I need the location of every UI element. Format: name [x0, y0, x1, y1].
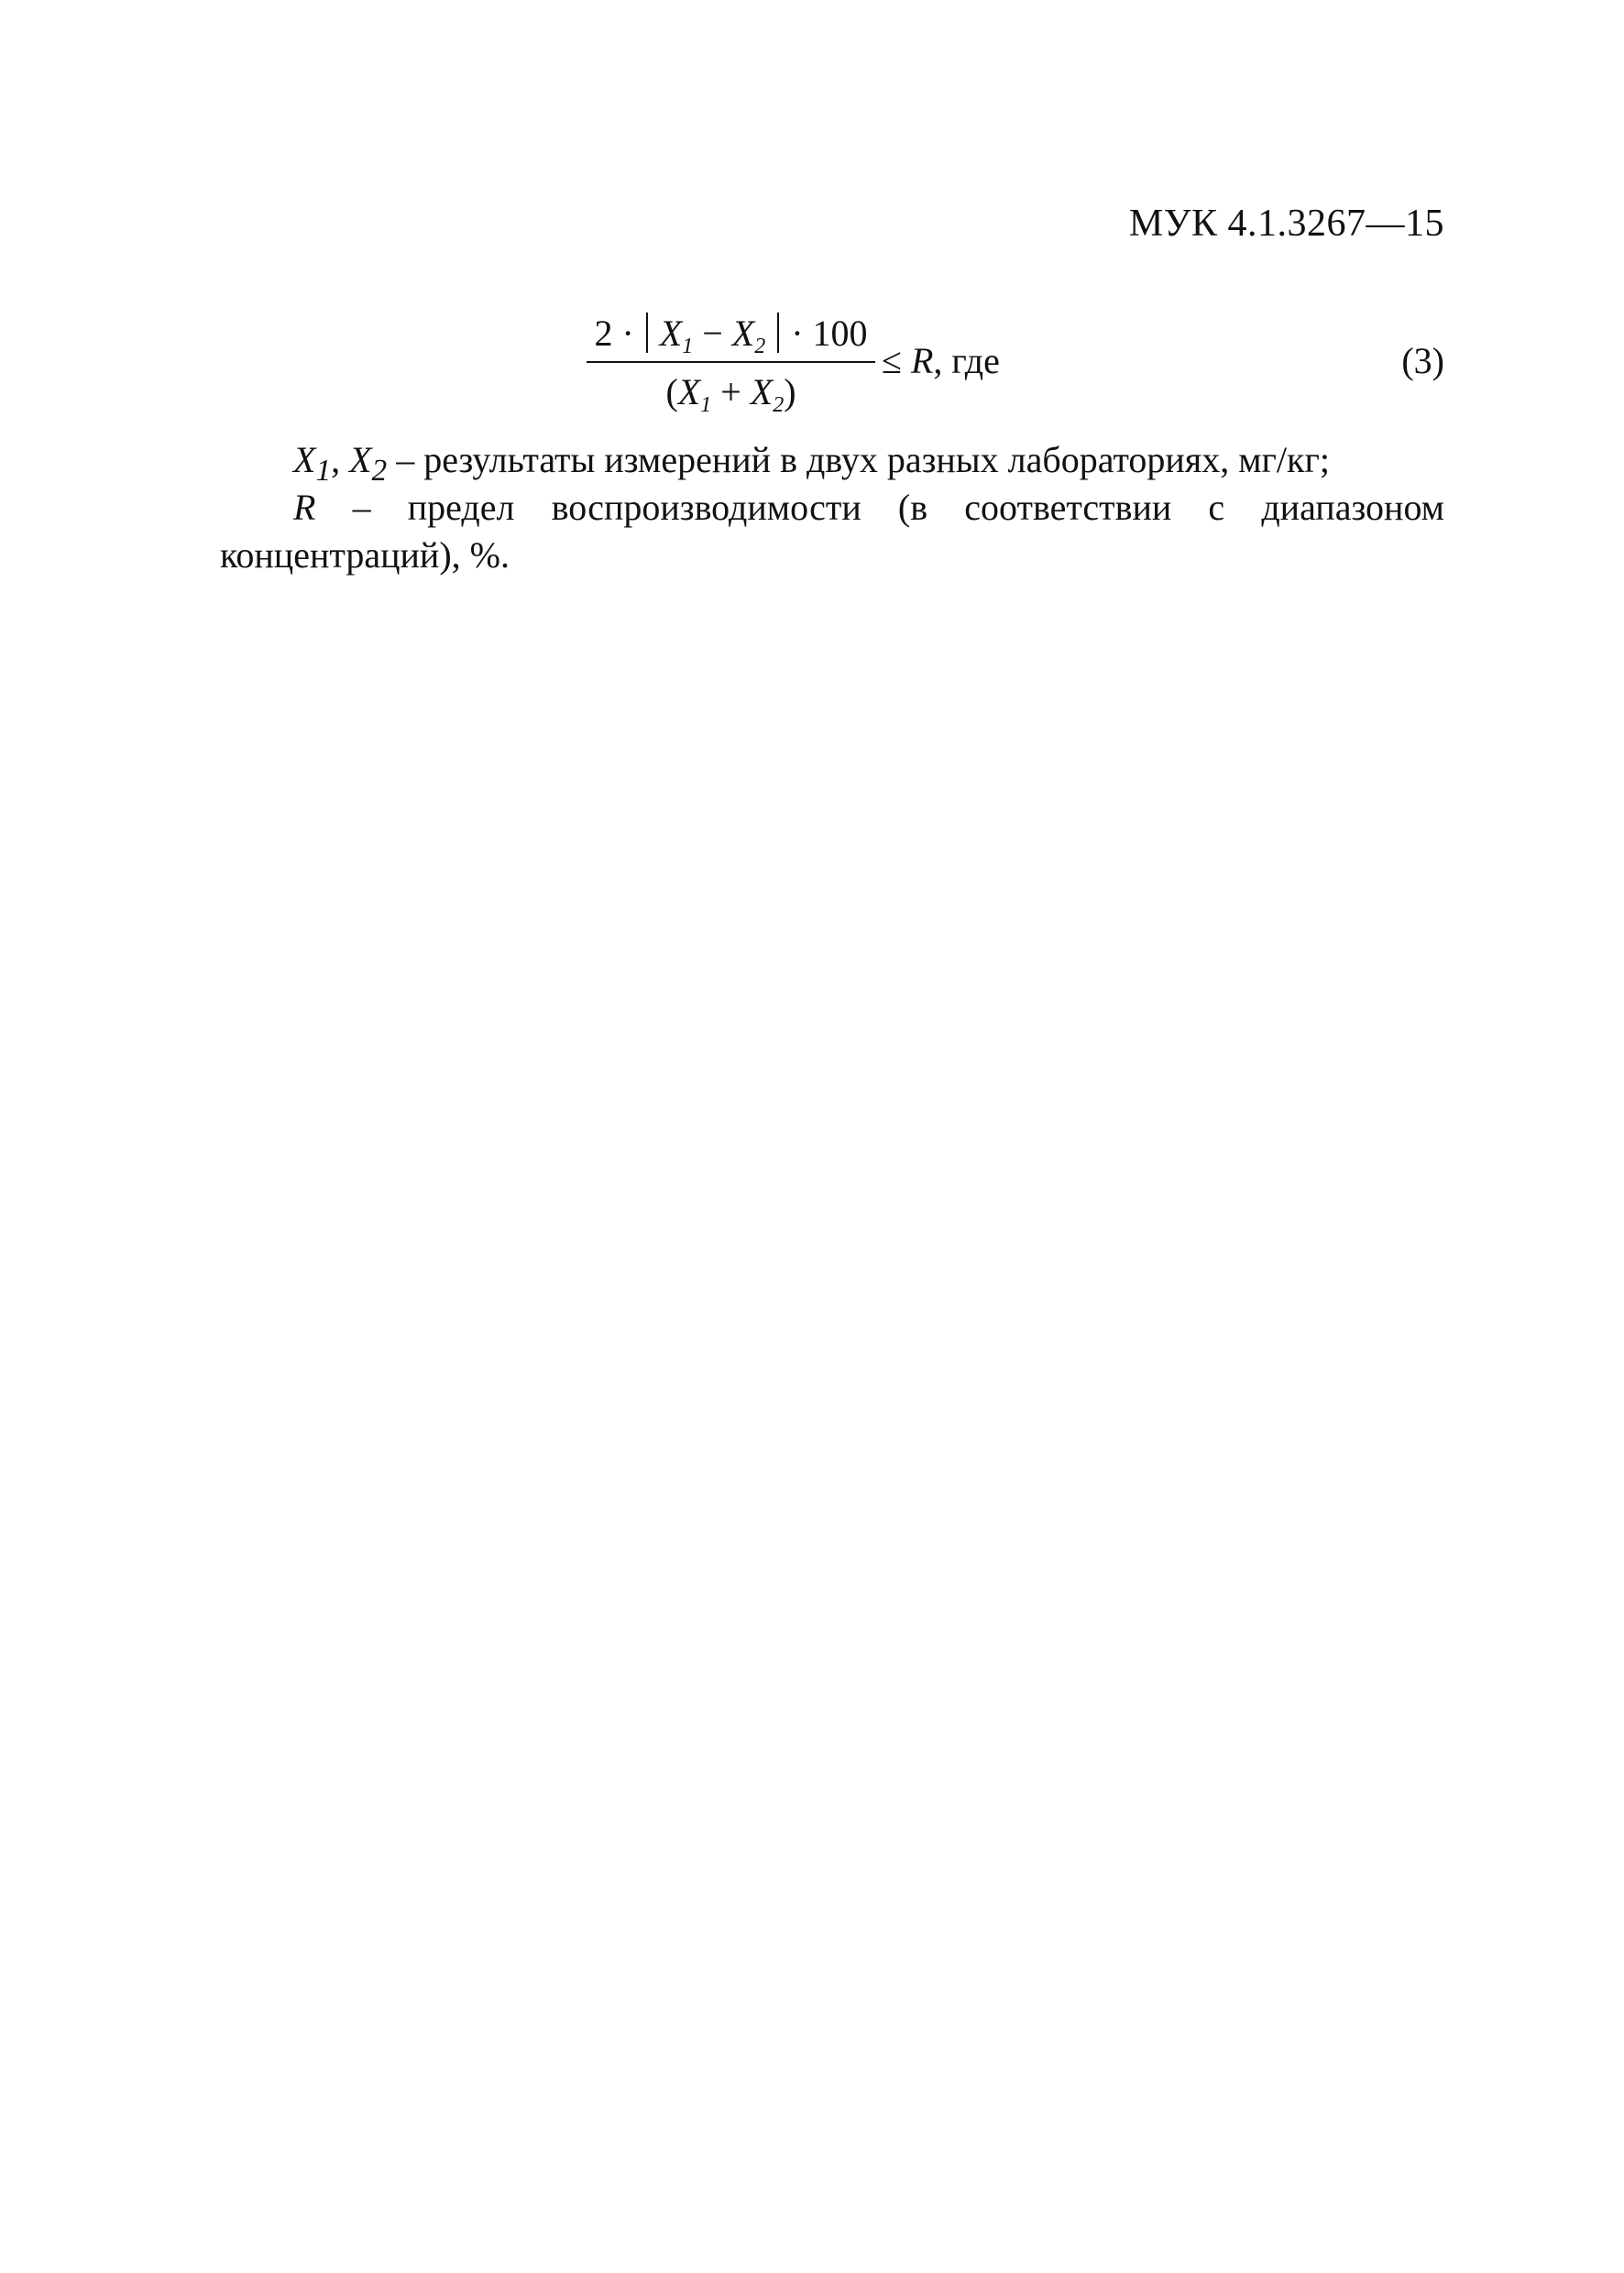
fraction-line: [587, 361, 875, 363]
abs-bar-right: [777, 313, 779, 353]
def-separator: ,: [331, 439, 350, 480]
numerator: [587, 308, 875, 359]
var-x1: X: [659, 313, 683, 354]
den-sub-1: 1: [700, 393, 712, 417]
mul-dot: ·: [621, 313, 634, 354]
def-symbol-r: R: [293, 487, 316, 528]
def-symbol-x2: X: [349, 439, 372, 480]
var-x2: X: [731, 313, 755, 354]
definition-r: [220, 484, 1444, 579]
sub-1: 1: [682, 335, 694, 358]
equation-number: (3): [1401, 340, 1444, 381]
hundred: 100: [812, 313, 868, 354]
den-sub-2: 2: [773, 393, 785, 417]
def-text-x: – результаты измерений в двух разных лабораториях, мг/кг;: [387, 439, 1330, 480]
abs-bar-left: [646, 313, 648, 353]
fraction: [587, 308, 875, 418]
formula-3: [220, 308, 1444, 427]
def-symbol-x1: X: [293, 439, 316, 480]
plus-sign: +: [720, 371, 741, 412]
def-sub-1: 1: [315, 454, 332, 488]
formula-rhs: [882, 339, 1000, 382]
open-paren: (: [665, 371, 678, 412]
document-code: МУК 4.1.3267—15: [1128, 203, 1444, 245]
leq-sign: ≤: [882, 340, 902, 381]
coefficient: 2: [594, 313, 613, 354]
close-paren: ): [784, 371, 796, 412]
denominator: [587, 367, 875, 418]
sub-2: 2: [754, 335, 766, 358]
mul-dot-2: ·: [791, 313, 804, 354]
rhs-var-r: R: [910, 340, 934, 381]
def-text-r: – предел воспроизводимости (в соответствии с диапазоном концентраций), %.: [220, 487, 1444, 576]
minus-sign: −: [702, 313, 723, 354]
rhs-word: , где: [933, 340, 1000, 381]
den-var-x2: X: [750, 371, 774, 412]
den-var-x1: X: [677, 371, 701, 412]
def-sub-2: 2: [371, 454, 388, 488]
